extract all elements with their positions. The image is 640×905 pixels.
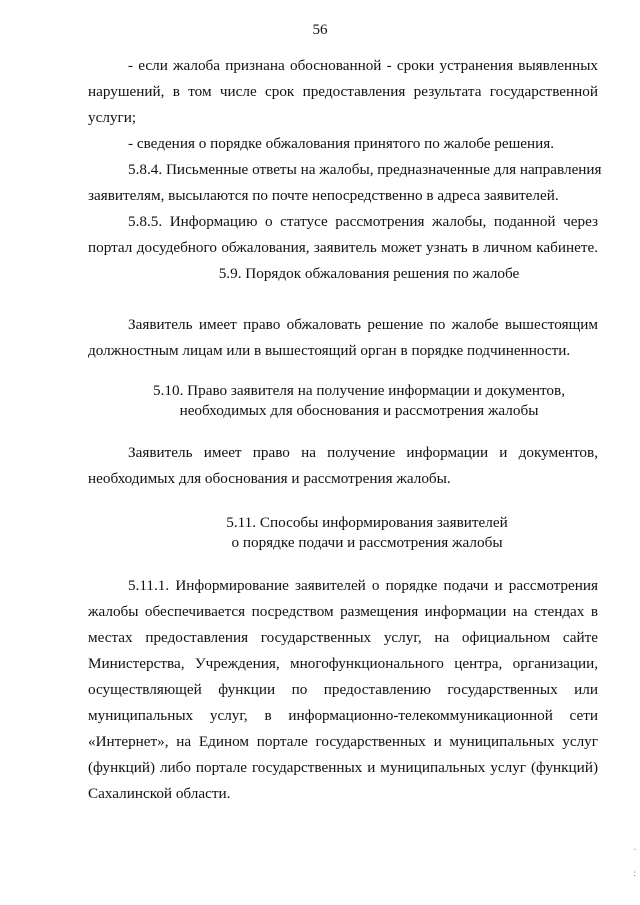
paragraph-line: 5.11.1. Информирование заявителей о порядке подачи и рассмотрения xyxy=(128,577,598,594)
paragraph-line: жалобы обеспечивается посредством размещения информации на стендах в xyxy=(88,603,598,620)
paragraph-line: - сведения о порядке обжалования принятого по жалобе решения. xyxy=(128,135,555,152)
paragraph-line: Сахалинской области. xyxy=(88,785,231,802)
paragraph-line: местах предоставления государственных услуг, на официальном сайте xyxy=(88,629,598,646)
paragraph-line: заявителям, высылаются по почте непосредственно в адреса заявителей. xyxy=(88,187,559,204)
scan-artifact: . xyxy=(633,842,636,852)
paragraph-line: нарушений, в том числе срок предоставления результата государственной xyxy=(88,83,598,100)
paragraph-line: необходимых для обоснования и рассмотрения жалобы. xyxy=(88,470,451,487)
paragraph-line: (функций) либо портале государственных и муниципальных услуг (функций) xyxy=(88,759,598,776)
section-heading: о порядке подачи и рассмотрения жалобы xyxy=(231,534,503,551)
paragraph-line: 5.8.5. Информацию о статусе рассмотрения жалобы, поданной через xyxy=(128,213,598,230)
page-number: 56 xyxy=(312,22,328,38)
scan-artifact: : xyxy=(633,868,636,878)
paragraph-line: Министерства, Учреждения, многофункционального центра, организации, xyxy=(88,655,598,672)
paragraph-line: Заявитель имеет право на получение информации и документов, xyxy=(128,444,598,461)
paragraph-line: должностным лицам или в вышестоящий орган в порядке подчиненности. xyxy=(88,342,571,359)
paragraph-line: портал досудебного обжалования, заявитель может узнать в личном кабинете. xyxy=(88,239,598,256)
section-heading: 5.10. Право заявителя на получение информации и документов, xyxy=(153,382,565,399)
paragraph-line: 5.8.4. Письменные ответы на жалобы, предназначенные для направления xyxy=(128,161,602,178)
paragraph-line: Заявитель имеет право обжаловать решение по жалобе вышестоящим xyxy=(128,316,598,333)
paragraph-line: «Интернет», на Едином портале государственных и муниципальных услуг xyxy=(88,733,598,750)
section-heading: 5.9. Порядок обжалования решения по жалобе xyxy=(218,265,520,282)
section-heading: необходимых для обоснования и рассмотрения жалобы xyxy=(179,402,539,419)
paragraph-line: услуги; xyxy=(88,109,137,126)
section-heading: 5.11. Способы информирования заявителей xyxy=(226,514,508,531)
paragraph-line: муниципальных услуг, в информационно-телекоммуникационной сети xyxy=(88,707,598,724)
paragraph-line: осуществляющей функции по предоставлению государственных или xyxy=(88,681,598,698)
paragraph-line: - если жалоба признана обоснованной - сроки устранения выявленных xyxy=(128,57,598,74)
